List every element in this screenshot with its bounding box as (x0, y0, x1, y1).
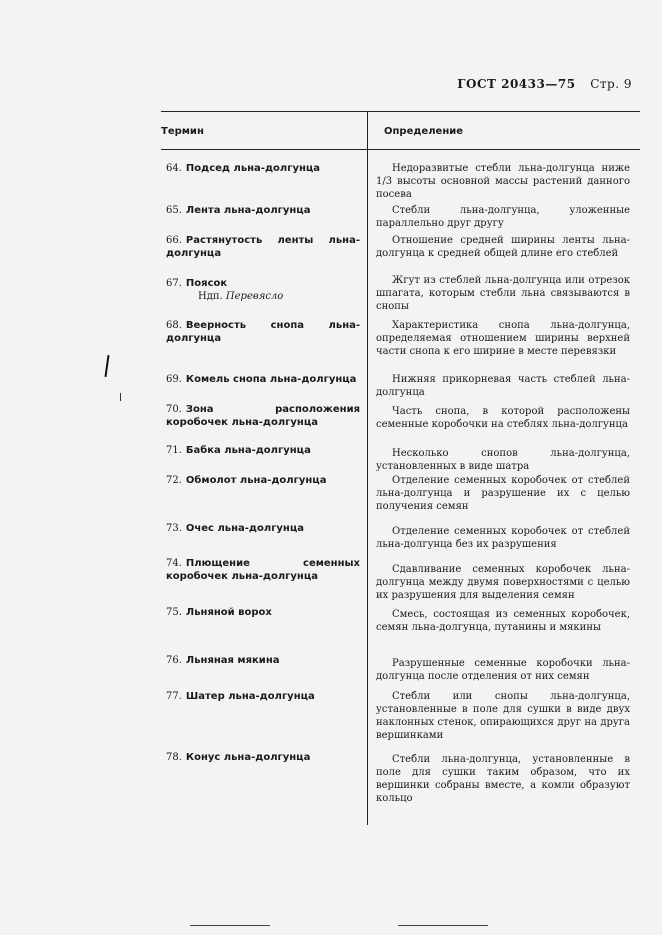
table-row-definition: Несколько снопов льна-долгунца, установленных в виде шатра (376, 448, 630, 472)
deprecated-term: Ндп. Перевясло (198, 291, 284, 302)
column-header-term: Термин (161, 126, 204, 137)
page-number: Стр. 9 (590, 77, 632, 91)
table-row-definition: Смесь, состоящая из семенных коробочек, семян льна-долгунца, путанины и мякины (376, 609, 630, 633)
table-row-term: 77. Шатер льна-долгунца (166, 691, 315, 702)
table-row-definition: Сдавливание семенных коробочек льна-долгунца между двумя поверхностями с целью их разрушения для выделения семян (376, 564, 630, 601)
table-row-term: 76. Льняная мякина (166, 655, 280, 666)
table-row-term: 67. Поясок Ндп. Перевясло (166, 277, 360, 303)
table-row-definition: Отделение семенных коробочек от стеблей льна-долгунца без их разрушения (376, 526, 630, 550)
table-row-definition: Часть снопа, в которой расположены семенные коробочки на стеблях льна-долгунца (376, 406, 630, 430)
table-row-term: 65. Лента льна-долгунца (166, 205, 311, 216)
column-header-definition: Определение (384, 126, 464, 137)
margin-mark (120, 393, 121, 401)
table-row-term: 66. Растянутость ленты льна-долгунца (166, 235, 360, 259)
table-row-term: 73. Очес льна-долгунца (166, 523, 305, 534)
table-row-term: 69. Комель снопа льна-долгунца (166, 374, 357, 385)
table-header-rule (161, 149, 640, 150)
table-row-definition: Характеристика снопа льна-долгунца, определяемая отношением ширины верхней части снопа к его ширине в месте перевязки (376, 320, 630, 357)
table-row-term: 64. Подсед льна-долгунца (166, 163, 321, 174)
table-row-term: 70. Зона расположения коробочек льна-долгунца (166, 404, 360, 428)
table-row-term: 78. Конус льна-долгунца (166, 752, 311, 763)
column-divider (367, 111, 368, 825)
table-row-definition: Стебли или снопы льна-долгунца, установленные в поле для сушки в виде двух наклонных стенок, опирающихся друг на друга вершинками (376, 691, 630, 741)
table-row-definition: Отделение семенных коробочек от стеблей льна-долгунца и разрушение их с целью получения семян (376, 475, 630, 512)
table-row-term: 72. Обмолот льна-долгунца (166, 475, 327, 486)
table-row-definition: Жгут из стеблей льна-долгунца или отрезок шпагата, которым стебли льна связываются в снопы (376, 275, 630, 312)
table-row-term: 71. Бабка льна-долгунца (166, 445, 311, 456)
margin-mark (104, 355, 109, 377)
footer-rule (398, 925, 488, 926)
table-top-rule (161, 111, 640, 112)
table-row-term: 68. Веерность снопа льна-долгунца (166, 320, 360, 344)
table-row-definition: Разрушенные семенные коробочки льна-долгунца после отделения от них семян (376, 658, 630, 682)
footer-rule (190, 925, 270, 926)
table-row-term: 75. Льняной ворох (166, 607, 272, 618)
table-row-term: 74. Плющение семенных коробочек льна-долгунца (166, 558, 360, 582)
table-row-definition: Отношение средней ширины ленты льна-долгунца к средней общей длине его стеблей (376, 235, 630, 259)
table-row-definition: Стебли льна-долгунца, установленные в поле для сушки таким образом, что их вершинки собраны вместе, а комли образуют кольцо (376, 754, 630, 804)
table-row-definition: Нижняя прикорневая часть стеблей льна-долгунца (376, 374, 630, 398)
table-row-definition: Недоразвитые стебли льна-долгунца ниже 1/3 высоты основной массы растений данного посева (376, 163, 630, 200)
standard-number: ГОСТ 20433—75 (457, 77, 576, 91)
page-header (457, 77, 632, 91)
table-row-definition: Стебли льна-долгунца, уложенные параллельно друг другу (376, 205, 630, 229)
